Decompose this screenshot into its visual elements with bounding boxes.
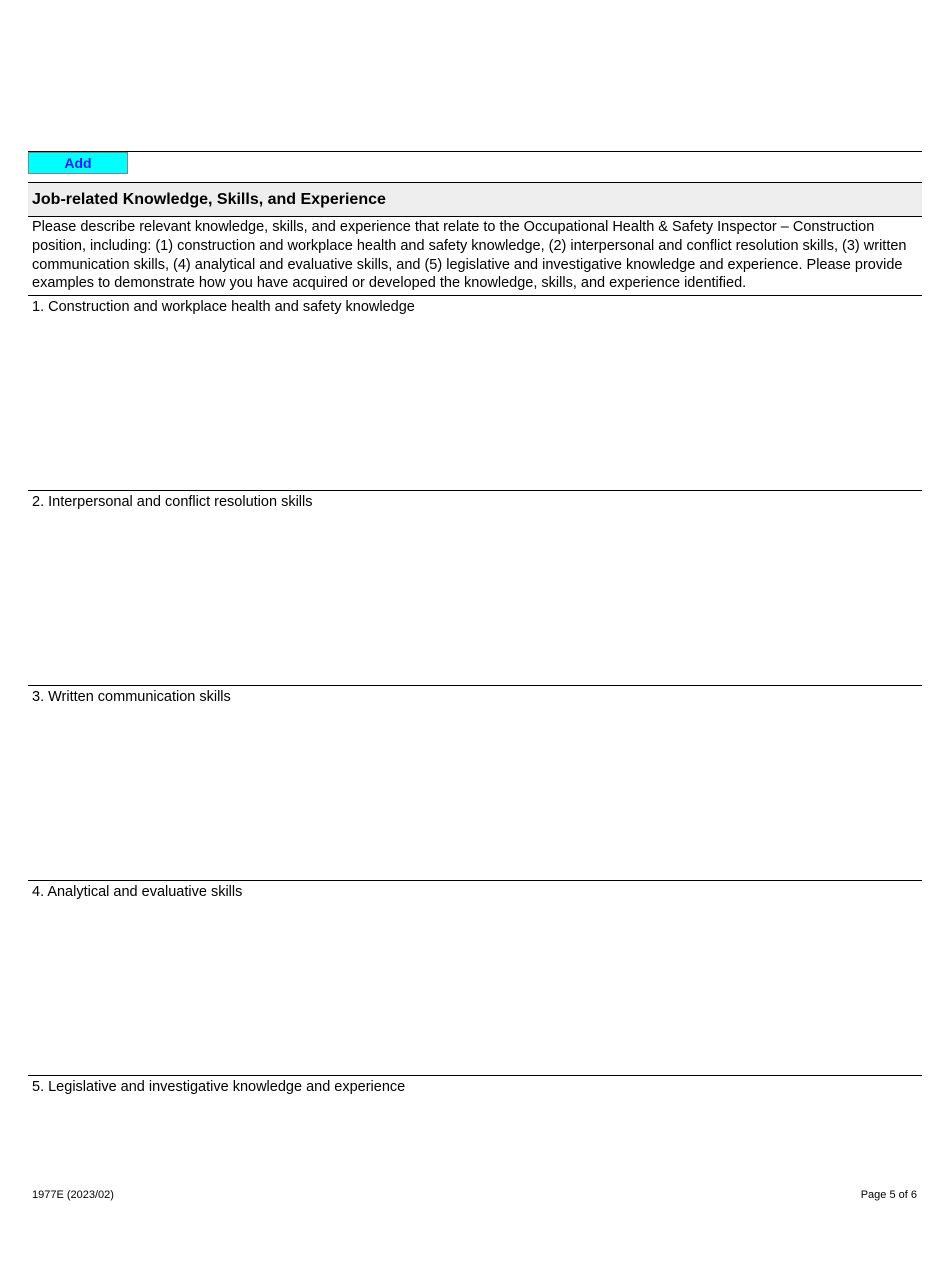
question-construction-knowledge (28, 296, 922, 491)
answer-field-analytical-skills[interactable] (32, 901, 918, 1061)
answer-field-written-communication[interactable] (32, 706, 918, 866)
add-row (28, 151, 922, 182)
answer-field-legislative-knowledge[interactable] (32, 1096, 918, 1156)
question-label: 4. Analytical and evaluative skills (32, 884, 243, 901)
answer-field-interpersonal-skills[interactable] (32, 511, 918, 671)
answer-field-construction-knowledge[interactable] (32, 316, 918, 476)
question-interpersonal-skills (28, 491, 922, 686)
form-page (28, 151, 922, 1271)
form-number: 1977E (2023/02) (32, 1189, 114, 1201)
question-label: 1. Construction and workplace health and safety knowledge (32, 299, 415, 316)
page-number: Page 5 of 6 (860, 1189, 917, 1201)
question-label: 3. Written communication skills (32, 689, 231, 706)
section-title: Job-related Knowledge, Skills, and Experience (28, 182, 922, 217)
add-button[interactable]: Add (28, 152, 128, 174)
question-label: 2. Interpersonal and conflict resolution skills (32, 494, 313, 511)
section-instructions: Please describe relevant knowledge, skills, and experience that relate to the Occupational Health & Safety Inspector – Construction position, including: (1) construction and workplace health and safety knowledge, (2) interpersonal and conflict resolution skills, (3) written communication skills, (4) analytical and evaluative skills, and (5) legislative and investigative knowledge and experience. Please provide examples to demonstrate how you have acquired or developed the knowledge, skills, and experience identified. (28, 217, 922, 296)
question-written-communication (28, 686, 922, 881)
question-legislative-knowledge (28, 1076, 922, 1271)
question-label: 5. Legislative and investigative knowledge and experience (32, 1079, 406, 1096)
question-analytical-skills (28, 881, 922, 1076)
